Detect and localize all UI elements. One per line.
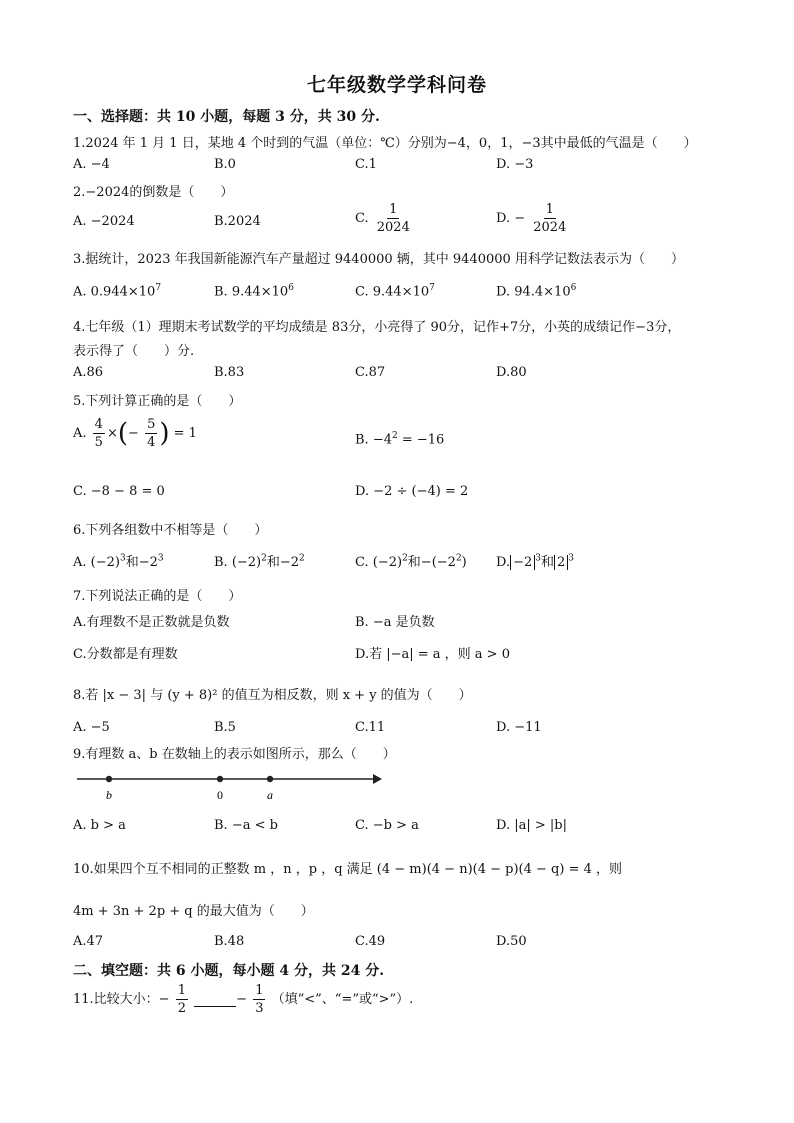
q10-option-c: C.49: [355, 934, 386, 949]
numerator: 1: [389, 202, 398, 217]
q11-fraction-2: [253, 984, 265, 1015]
q6-d-prefix: D.: [496, 555, 511, 570]
question-7-stem: 7.下列说法正确的是（ ）: [73, 589, 242, 604]
question-9-stem: 9.有理数 a、b 在数轴上的表示如图所示，那么（ ）: [73, 747, 396, 762]
q4-option-b: B.83: [214, 365, 245, 380]
q3-a-text: A. 0.944×10: [73, 284, 156, 300]
q5-a-prefix: A.: [73, 426, 87, 441]
point-0: [217, 776, 223, 782]
question-6-stem: 6.下列各组数中不相等是（ ）: [73, 523, 268, 538]
q6-option-a: [73, 551, 164, 570]
denominator: 2024: [376, 220, 410, 235]
question-4-stem-line1: 4.七年级（1）理期末考试数学的平均成绩是 83分，小亮得了 90分，记作+7分，小英的成绩记作−3分，: [73, 320, 681, 335]
q5-option-c: C. −8 − 8 = 0: [73, 484, 165, 499]
q3-c-text: C. 9.44×10: [355, 284, 430, 300]
absolute-value: −2: [510, 555, 535, 570]
q9-option-d: D. |a| > |b|: [496, 818, 567, 833]
q11-prefix: 11.比较大小：−: [73, 992, 170, 1007]
label-zero: 0: [217, 788, 223, 802]
q1-option-d: D. −3: [496, 157, 534, 172]
q5-b-text: B. −4: [355, 432, 392, 448]
minus-sign: −: [128, 426, 139, 441]
q11-minus: −: [236, 992, 248, 1007]
q1-option-c: C.1: [355, 157, 377, 172]
left-paren: (: [117, 418, 129, 449]
q2-option-d-prefix: D. −: [496, 211, 526, 226]
q10-option-a: A.47: [73, 934, 104, 949]
q2-option-d-fraction: [531, 203, 568, 234]
q6-a-mid: 和−2: [125, 555, 158, 570]
q3-option-c: [355, 283, 435, 299]
denominator: 2024: [533, 220, 567, 235]
number-line-arrow: [373, 774, 382, 784]
q6-option-c: [355, 551, 467, 570]
q8-option-a: A. −5: [73, 720, 110, 735]
q5-option-d: D. −2 ÷ (−4) = 2: [355, 484, 469, 499]
q5-b-rest: = −16: [397, 432, 445, 448]
q3-option-a: [73, 283, 161, 299]
q2-option-a: A. −2024: [73, 214, 135, 229]
denominator: 3: [255, 1001, 264, 1016]
question-5-stem: 5.下列计算正确的是（ ）: [73, 394, 242, 409]
q4-option-a: A.86: [73, 365, 104, 380]
q8-option-d: D. −11: [496, 720, 542, 735]
q7-option-a: A.有理数不是正数就是负数: [73, 615, 230, 630]
q8-option-b: B.5: [214, 720, 236, 735]
q9-option-a: A. b > a: [73, 818, 126, 833]
q2-option-c-prefix: C.: [355, 211, 369, 226]
q6-c-text: C. (−2): [355, 555, 403, 570]
q1-option-b: B.0: [214, 157, 236, 172]
numerator: 5: [147, 417, 156, 432]
q9-option-b: B. −a < b: [214, 818, 278, 833]
q6-a-text: A. (−2): [73, 555, 120, 570]
q10-option-b: B.48: [214, 934, 245, 949]
q3-d-text: D. 94.4×10: [496, 284, 571, 300]
section-heading-fill: 二、填空题：共 6 小题，每小题 4 分，共 24 分.: [73, 963, 385, 979]
section-heading-choice: 一、选择题：共 10 小题，每题 3 分，共 30 分.: [73, 109, 380, 125]
q7-option-c: C.分数都是有理数: [73, 647, 178, 662]
q3-option-b: [214, 283, 294, 299]
numerator: 1: [177, 983, 186, 998]
question-1-stem: 1.2024 年 1 月 1 日，某地 4 个时到的气温（单位：℃）分别为−4，0，1，−3其中最低的气温是（ ）: [73, 136, 697, 151]
q5-a-fraction-2: [145, 418, 157, 449]
question-8-stem: 8.若 |x − 3| 与 (y + 8)² 的值互为相反数，则 x + y 的值为（ ）: [73, 688, 472, 703]
q8-option-c: C.11: [355, 720, 386, 735]
exponent: 2: [299, 553, 305, 564]
question-11: [73, 984, 413, 1015]
q4-option-c: C.87: [355, 365, 386, 380]
q5-a-fraction-1: [93, 418, 105, 449]
exponent: 3: [119, 553, 126, 564]
q5-a-result: = 1: [173, 426, 197, 441]
numerator: 4: [94, 417, 103, 432]
question-10-stem-line2: 4m + 3n + 2p + q 的最大值为（ ）: [73, 904, 314, 919]
exponent: 2: [391, 431, 398, 441]
numerator: 1: [255, 983, 264, 998]
exponent: 3: [157, 553, 164, 564]
q3-option-d: [496, 283, 576, 299]
point-a: [267, 776, 273, 782]
q3-b-text: B. 9.44×10: [214, 284, 289, 300]
denominator: 4: [147, 435, 156, 450]
q2-option-d: [496, 203, 570, 234]
q7-option-b: B. −a 是负数: [355, 615, 435, 630]
right-paren: ): [159, 418, 170, 449]
denominator: 5: [94, 435, 103, 450]
q6-b-text: B. (−2): [214, 555, 262, 570]
exponent: 6: [288, 283, 294, 293]
exponent: 3: [568, 553, 575, 564]
answer-blank[interactable]: [194, 992, 236, 1007]
q1-option-a: A. −4: [73, 157, 110, 172]
q4-option-d: D.80: [496, 365, 527, 380]
q2-option-c-fraction: [375, 203, 412, 234]
q9-option-c: C. −b > a: [355, 818, 419, 833]
q10-option-d: D.50: [496, 934, 527, 949]
q11-fraction-1: [176, 984, 188, 1015]
exponent: 2: [402, 553, 408, 564]
page-title: 七年级数学学科问卷: [306, 74, 487, 96]
times-sign: ×: [106, 426, 118, 441]
q11-suffix: （填“<”、“=”或“>”）.: [271, 992, 414, 1007]
denominator: 2: [177, 1001, 186, 1016]
q5-option-a: [73, 418, 197, 449]
q6-d-mid: 和: [541, 555, 555, 570]
absolute-value: 2: [554, 555, 568, 570]
question-3-stem: 3.据统计，2023 年我国新能源汽车产量超过 9440000 辆，其中 9440000 用科学记数法表示为（ ）: [73, 252, 684, 267]
exponent: 7: [429, 283, 435, 293]
exponent: 2: [455, 553, 462, 564]
exponent: 7: [155, 283, 162, 293]
q6-c-mid: 和−(−2: [407, 555, 456, 570]
exponent: 6: [570, 283, 577, 293]
question-10-stem-line1: 10.如果四个互不相同的正整数 m ，n ，p ，q 满足 (4 − m)(4 − n)(4 − p)(4 − q) = 4 ，则: [73, 862, 623, 877]
exponent: 2: [261, 553, 267, 564]
q2-option-b: B.2024: [214, 214, 261, 229]
q5-option-b: [355, 431, 444, 447]
label-a: a: [267, 788, 273, 802]
question-2-stem: 2.−2024的倒数是（ ）: [73, 185, 234, 200]
q6-c-end: ): [461, 555, 467, 570]
q2-option-c: [355, 203, 414, 234]
q6-b-mid: 和−2: [266, 555, 300, 570]
exponent: 3: [535, 553, 541, 564]
number-line-diagram: [73, 770, 393, 804]
q7-option-d: D.若 |−a| = a ，则 a > 0: [355, 647, 510, 662]
label-b: b: [106, 788, 112, 802]
question-4-stem-line2: 表示得了（ ）分.: [73, 344, 195, 359]
numerator: 1: [545, 202, 554, 217]
q6-option-d: [496, 551, 574, 570]
point-b: [106, 776, 112, 782]
q6-option-b: [214, 551, 305, 570]
